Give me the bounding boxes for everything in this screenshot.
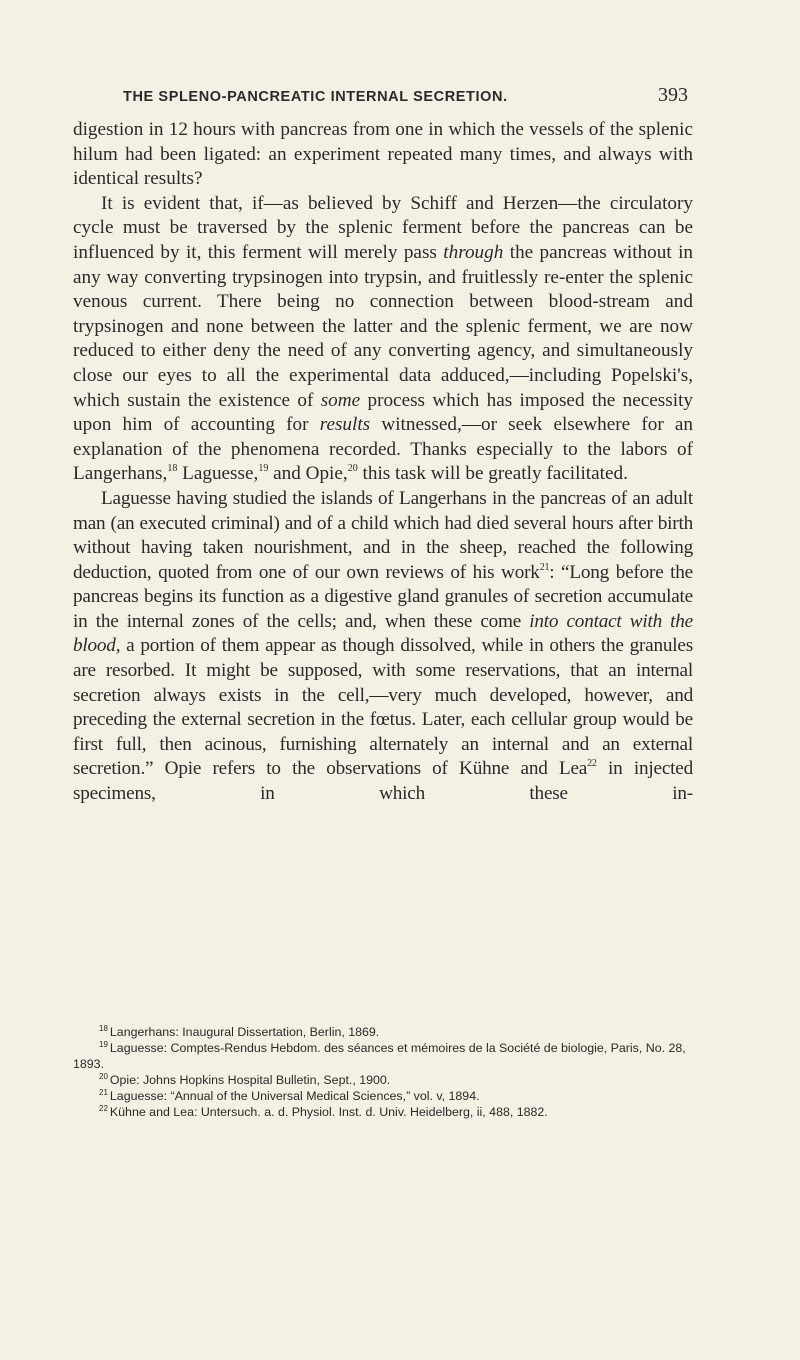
italic-run: results — [319, 414, 371, 436]
footnote-ref: 19 — [258, 463, 269, 475]
paragraph-2 — [73, 192, 693, 487]
footnote — [73, 1104, 693, 1120]
text-run: witnessed,—or seek elsewhere for an explanation of the phenomena recorded. Thanks especially to the labors of Langerhans, — [73, 414, 693, 485]
page-number: 393 — [658, 84, 688, 106]
italic-run: into contact with the blood, — [73, 610, 693, 657]
text-run: Laguesse having studied the islands of Langerhans in the pancreas of an adult man (an executed criminal) and of a child which had died several hours after birth without having taken nourishment, and in the sheep, reached the following deduction, quoted from one of our own reviews of his work — [73, 487, 693, 583]
text-run: process which has imposed the necessity upon him of accounting for — [73, 389, 693, 436]
body-text — [73, 118, 693, 807]
footnote-number: 20 — [99, 1072, 108, 1081]
paragraph-1 — [73, 118, 693, 192]
footnote-number: 19 — [99, 1040, 108, 1049]
footnote-number: 21 — [99, 1088, 108, 1097]
footnote — [73, 1040, 693, 1072]
footnote — [73, 1072, 693, 1088]
footnote-text: Laguesse: Comptes-Rendus Hebdom. des séances et mémoires de la Société de biologie, Paris, No. 28, 1893. — [73, 1041, 686, 1071]
text-run: It is evident that, if—as believed by Schiff and Herzen—the circulatory cycle must be traversed by the splenic ferment before the pancreas can be influenced by it, this ferment will merely pass — [73, 192, 693, 263]
italic-run: some — [320, 389, 361, 411]
paragraph-3 — [73, 487, 693, 807]
text-run: : “Long before the pancreas begins its function as a digestive gland granules of secretion accumulate in the internal zones of the cells; and, when these come — [73, 561, 693, 632]
page-header — [123, 84, 688, 107]
text-run: in injected specimens, in which these in- — [73, 758, 693, 805]
footnote-ref: 18 — [167, 463, 178, 475]
paragraph-1-text: digestion in 12 hours with pancreas from one in which the vessels of the splenic hilum had been ligated: an experiment repeated many times, and always with identical results? — [73, 119, 693, 190]
footnote — [73, 1024, 693, 1040]
footnote — [73, 1088, 693, 1104]
italic-run: through — [443, 241, 504, 263]
text-run: Laguesse, — [177, 463, 259, 485]
footnote-ref: 20 — [347, 463, 358, 475]
text-run: this task will be greatly facilitated. — [357, 463, 628, 485]
footnote-ref: 22 — [587, 758, 597, 770]
text-run: a portion of them appear as though dissolved, while in others the granules are resorbed. It might be supposed, with some reservations, that an internal secretion always exists in the cell,—very much developed, however, and preceding the external secretion in the fœtus. Later, each cellular group would be first full, then acinous, furnishing alternately an internal and an external secretion.” Opie refers to the observations of Kühne and Lea — [73, 635, 693, 780]
running-title: THE SPLENO-PANCREATIC INTERNAL SECRETION. — [123, 89, 508, 105]
footnote-number: 18 — [99, 1024, 108, 1033]
footnotes — [73, 1024, 693, 1120]
footnote-ref: 21 — [539, 561, 550, 573]
footnote-text: Opie: Johns Hopkins Hospital Bulletin, Sept., 1900. — [109, 1073, 391, 1087]
text-run: the pancreas without in any way converting trypsinogen into trypsin, and fruitlessly re-enter the splenic venous current. There being no connection between blood-stream and trypsinogen and none between the latter and the splenic ferment, we are now reduced to either deny the need of any converting agency, and simultaneously close our eyes to all the experimental data adduced,—including Popelski's, which sustain the existence of — [73, 241, 694, 411]
footnote-text: Langerhans: Inaugural Dissertation, Berlin, 1869. — [109, 1025, 380, 1039]
footnote-number: 22 — [99, 1104, 108, 1113]
text-run: and Opie, — [268, 463, 348, 485]
footnote-text: Kühne and Lea: Untersuch. a. d. Physiol. Inst. d. Univ. Heidelberg, ii, 488, 1882. — [109, 1105, 548, 1119]
footnote-text: Laguesse: “Annual of the Universal Medical Sciences,” vol. v, 1894. — [109, 1089, 480, 1103]
